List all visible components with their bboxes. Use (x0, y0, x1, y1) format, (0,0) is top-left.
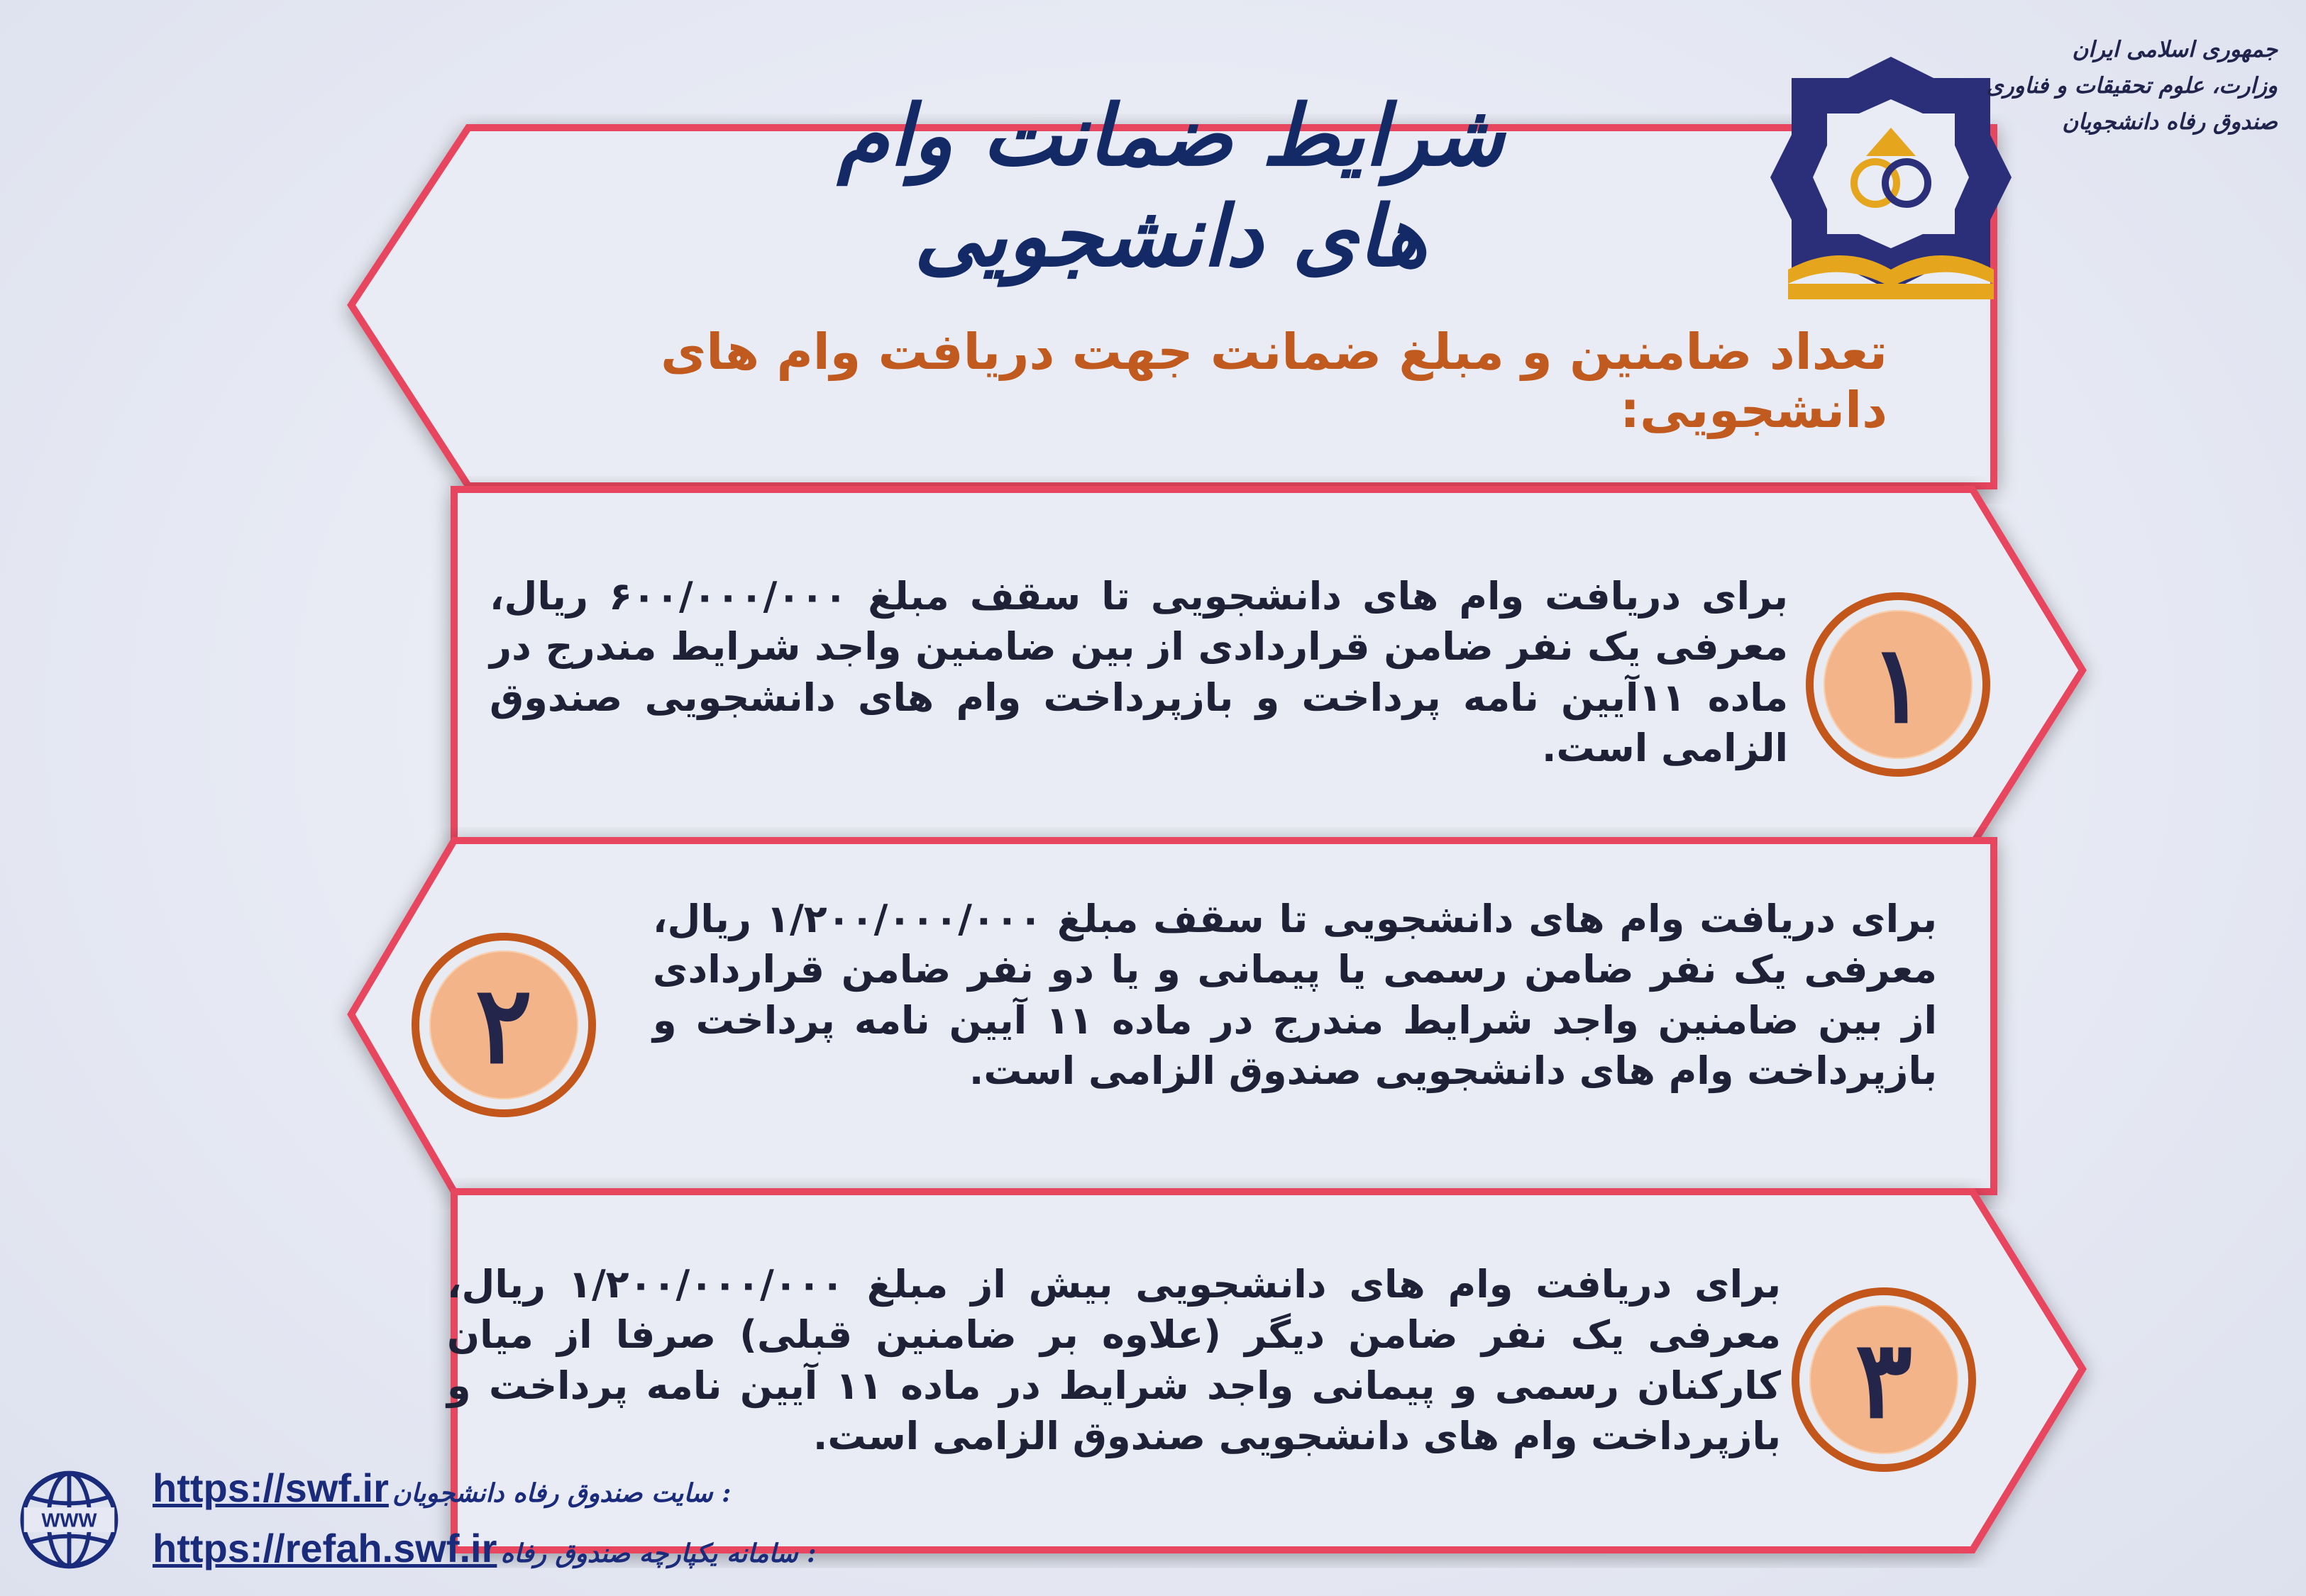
card-3-text: برای دریافت وام های دانشجویی بیش از مبلغ ۱/۲۰۰/۰۰۰/۰۰۰ ریال، معرفی یک نفر ضامن دیگر (علاوه بر ضامنین قبلی) صرفا از میان کارکنان رسمی و پیمانی واجد شرایط در ماده ۱۱ آیین نامه پرداخت و بازپرداخت وام های دانشجویی صندوق الزامی است. (447, 1262, 1781, 1458)
student-welfare-fund-logo (1770, 57, 2012, 299)
card-1-number-badge (1806, 592, 1990, 777)
section-subtitle: تعداد ضامنین و مبلغ ضمانت جهت دریافت وام های دانشجویی: (661, 323, 1887, 439)
ministry-line-3: صندوق رفاه دانشجویان (2062, 109, 2278, 135)
card-3-number: ۳ (1855, 1317, 1913, 1442)
ministry-line-1: جمهوری اسلامی ایران (2072, 37, 2278, 62)
card-3-number-badge (1792, 1287, 1976, 1472)
swf-website-link[interactable]: https://swf.ir (153, 1465, 389, 1510)
footer-links (18, 1440, 940, 1589)
card-2-number-badge (412, 933, 596, 1117)
swf-website-label: : سایت صندوق رفاه دانشجویان (392, 1478, 732, 1508)
page-title: شرایط ضمانت وام های دانشجویی (837, 86, 1504, 285)
refah-portal-label: : سامانه یکپارچه صندوق رفاه (500, 1539, 817, 1568)
ministry-line-2: وزارت، علوم تحقیقات و فناوری (1986, 73, 2278, 99)
link-row-2 (153, 1525, 830, 1571)
ministry-header (1986, 32, 2278, 140)
card-2-text: برای دریافت وام های دانشجویی تا سقف مبلغ ۱/۲۰۰/۰۰۰/۰۰۰ ریال، معرفی یک نفر ضامن رسمی یا پیمانی و یا دو نفر ضامن قراردادی از بین ضامنین واجد شرایط مندرج در ماده ۱۱ آیین نامه پرداخت و بازپرداخت وام های دانشجویی صندوق الزامی است. (653, 897, 1938, 1093)
card-1-text: برای دریافت وام های دانشجویی تا سقف مبلغ ۶۰۰/۰۰۰/۰۰۰ ریال، معرفی یک نفر ضامن قراردادی از بین ضامنین واجد شرایط مندرج در ماده ۱۱آیین نامه پرداخت و بازپرداخت وام های دانشجویی صندوق الزامی است. (490, 574, 1789, 770)
refah-portal-link[interactable]: https://refah.swf.ir (153, 1526, 497, 1570)
card-1-number: ۱ (1869, 622, 1927, 747)
globe-icon-text: WWW (41, 1509, 97, 1531)
link-row-1 (153, 1465, 745, 1511)
card-2-number: ۲ (475, 963, 533, 1087)
globe-www-icon (18, 1468, 121, 1571)
